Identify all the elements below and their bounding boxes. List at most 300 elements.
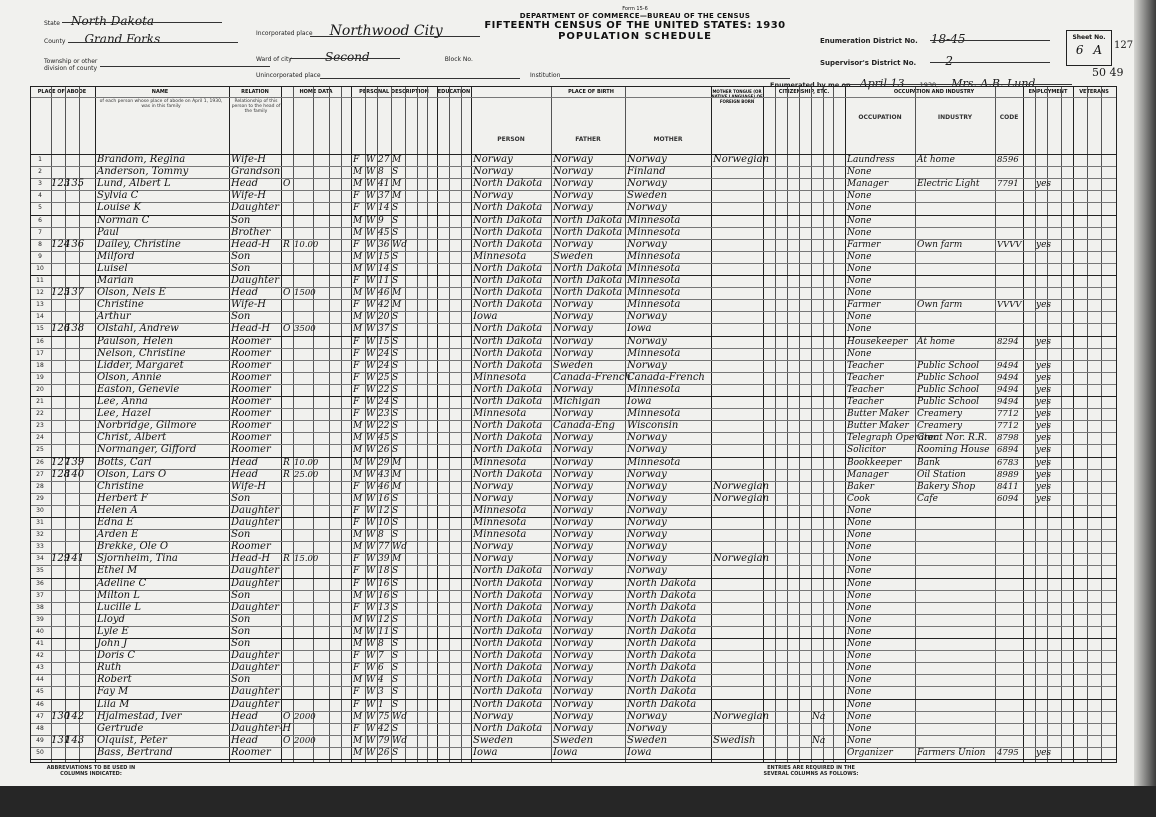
cell-age: 45 [378,227,390,238]
cell-fbp: Norway [553,383,593,395]
cell-code: 9494 [997,360,1019,371]
county-field [44,28,160,47]
cell-dw: 128 [51,468,71,480]
incorporated-value: Northwood City [329,23,443,39]
cell-mbp: Minnesota [627,250,681,262]
cell-code: 9494 [997,384,1019,395]
cell-ms: S [392,518,399,528]
cell-rel: Roomer [231,541,271,553]
cell-occ: Teacher [847,384,884,395]
cell-name: Brekke, Ole O [97,541,169,553]
cell-ms: M [392,457,402,468]
line-number: 5 [38,204,42,212]
cell-fam: 135 [65,178,85,190]
cell-mbp: Norway [627,178,667,190]
cell-ms: S [392,397,399,407]
cell-val: 15.00 [294,554,319,565]
line-number: 1 [38,156,42,163]
cell-race: W [366,445,376,456]
cell-dw: 130 [51,710,71,722]
cell-race: W [366,518,376,528]
cell-race: W [366,481,376,492]
cell-mbp: Norway [627,335,667,347]
cell-occ: Butter Maker [847,409,909,420]
cell-ind: Own farm [917,239,963,250]
cell-bp: Norway [473,190,513,202]
cell-race: W [366,675,376,686]
cell-occ: Butter Maker [847,421,909,432]
cell-occ: Farmer [847,300,881,311]
cell-age: 42 [378,300,390,311]
cell-fbp: Norway [553,722,593,734]
cell-dw: 125 [51,287,71,299]
cell-mbp: North Dakota [627,662,697,674]
cell-fbp: Sweden [553,734,594,746]
cell-name: Lloyd [97,613,125,625]
column-rule [995,87,996,762]
column-rule [1101,87,1102,762]
cell-fbp: Norway [553,238,593,250]
cell-occ: None [847,348,872,359]
column-rule [1023,87,1024,762]
cell-rel: Daughter [231,601,279,613]
cell-name: Easton, Genevie [97,383,180,395]
cell-rel: Roomer [231,444,271,456]
cell-name: Lila M [97,698,130,710]
cell-sex: F [353,663,360,674]
cell-occ: None [847,578,872,589]
cell-ms: S [392,227,399,238]
supervisor-value: 2 [945,54,953,68]
cell-ms: Wd [392,239,408,250]
cell-rel: Son [231,250,251,262]
cell-race: W [366,167,376,178]
group-personal-description: PERSONAL DESCRIPTION [359,89,429,95]
cell-name: Brandom, Regina [97,154,186,165]
cell-bp: Minnesota [473,517,527,528]
cell-name: Lee, Anna [97,396,148,407]
cell-age: 14 [378,263,390,274]
cell-age: 24 [378,360,390,371]
cell-age: 3 [378,687,384,698]
cell-emp: yes [1036,360,1052,371]
line-number: 22 [36,410,44,418]
cell-sex: F [353,276,360,286]
cell-occ: None [847,288,872,299]
column-rule [1061,87,1062,762]
cell-fbp: Iowa [553,746,578,758]
cell-sex: M [353,639,363,649]
cell-bp: North Dakota [473,613,543,625]
cell-bp: North Dakota [473,420,543,432]
cell-occ: None [847,324,872,335]
cell-mbp: North Dakota [627,589,697,601]
cell-sex: M [353,735,363,746]
cell-emp: yes [1036,397,1052,407]
cell-occ: None [847,251,872,262]
cell-rel: Head [231,287,259,299]
cell-bp: North Dakota [473,625,543,637]
page-edge-right [1134,0,1156,817]
cell-ind: At home [917,336,955,347]
cell-bp: North Dakota [473,262,543,274]
cell-sex: F [353,505,360,516]
cell-ms: M [392,554,402,565]
cell-sex: F [353,578,360,589]
cell-dw: 123 [51,178,71,190]
cell-fbp: Norway [553,154,593,165]
cell-age: 25 [378,372,390,383]
cell-name: Nelson, Christine [97,347,186,359]
cell-name: Lee, Hazel [97,408,151,420]
cell-age: 20 [378,312,390,323]
cell-mbp: Finland [627,166,666,178]
cell-race: W [366,324,376,335]
line-number: 13 [36,301,44,309]
cell-ms: S [392,530,399,541]
page-title: FIFTEENTH CENSUS OF THE UNITED STATES: 1930 [484,20,786,31]
cell-race: W [366,542,376,553]
cell-rel: Roomer [231,347,271,359]
cell-ms: M [392,469,402,480]
cell-bp: Sweden [473,734,514,746]
cell-fbp: Canada-Eng [553,420,615,432]
line-number: 17 [36,349,44,357]
cell-emp: yes [1036,409,1052,420]
cell-fbp: Norway [553,299,593,311]
cell-fbp: Norway [553,565,593,577]
cell-rel: Daughter [231,686,279,698]
cell-occ: Solicitor [847,445,886,456]
cell-fbp: Norway [553,686,593,698]
cell-age: 16 [378,493,390,504]
line-number: 48 [36,724,44,732]
cell-dw: 129 [51,553,71,565]
cell-age: 75 [378,711,390,722]
cell-name: Christine [97,480,144,492]
cell-sex: M [353,167,363,178]
cell-name: Norman C [97,214,150,226]
cell-race: W [366,372,376,383]
cell-occ: Farmer [847,239,881,250]
cell-sex: M [353,227,363,238]
cell-name: Christ, Albert [97,432,167,444]
state-field [44,10,154,29]
footer-abbrev-text: ABBREVIATIONS TO BE USED IN COLUMNS INDICATED: [46,765,136,777]
cell-occ: None [847,312,872,323]
column-rule [427,87,428,762]
cell-ms: M [392,155,402,165]
column-rule [229,87,230,762]
cell-age: 22 [378,384,390,395]
cell-rel: Wife-H [231,299,267,311]
cell-mbp: North Dakota [627,625,697,637]
cell-ms: S [392,372,399,383]
cell-sex: F [353,203,360,214]
line-number: 34 [36,555,44,563]
line-number: 10 [36,264,44,272]
cell-ho: R [283,239,290,250]
cell-sex: M [353,288,363,299]
cell-mbp: Minnesota [627,262,681,274]
cell-name: Lund, Albert L [97,178,171,190]
cell-dw: 131 [51,734,71,746]
cell-race: W [366,614,376,625]
group-rule [31,97,1116,98]
cell-name: Marian [97,275,134,286]
line-number: 11 [36,277,44,284]
cell-fbp: Norway [553,408,593,420]
cell-mbp: Norway [627,722,667,734]
group-education: EDUCATION [437,89,471,95]
cell-sex: F [353,699,360,710]
enumerated-label: Enumerated by me on [770,81,851,89]
cell-rel: Roomer [231,420,271,432]
cell-age: 12 [378,505,390,516]
cell-ind: Creamery [917,421,963,432]
title-block [470,6,800,42]
cell-sex: M [353,457,363,468]
cell-race: W [366,384,376,395]
cell-age: 29 [378,457,390,468]
cell-occ: Manager [847,179,889,190]
cell-sex: F [353,239,360,250]
cell-emp: yes [1036,747,1052,758]
cell-race: W [366,433,376,444]
cell-race: W [366,239,376,250]
cell-code: 9494 [997,372,1019,383]
cell-rel: Roomer [231,396,271,407]
line-number: 18 [36,361,44,369]
cell-occ: None [847,227,872,238]
cell-rel: Son [231,613,251,625]
line-number: 2 [38,168,42,176]
cell-ind: Farmers Union [917,747,986,758]
line-number: 45 [36,688,44,696]
cell-emp: yes [1036,372,1052,383]
cell-mbp: Norway [627,517,667,528]
cell-ms: S [392,675,399,686]
cell-bp: North Dakota [473,323,543,335]
cell-ms: S [392,505,399,516]
cell-race: W [366,457,376,468]
cell-age: 14 [378,203,390,214]
cell-mbp: Norway [627,154,667,165]
cell-race: W [366,469,376,480]
cell-mbp: Minnesota [627,214,681,226]
cell-race: W [366,288,376,299]
column-rule [293,87,294,762]
cell-rel: Head-H [231,323,271,335]
col-person: PERSON [497,136,525,143]
column-rule [449,87,450,762]
cell-tongue: Swedish [713,734,756,746]
cell-fbp: Norway [553,347,593,359]
cell-mbp: Norway [627,359,667,371]
line-number: 3 [38,180,42,188]
cell-mbp: Norway [627,541,667,553]
cell-race: W [366,336,376,347]
cell-ind: Bank [917,457,941,468]
cell-race: W [366,639,376,649]
cell-ms: S [392,687,399,698]
cell-bp: North Dakota [473,275,543,286]
cell-tongue: Norwegian [713,154,770,165]
cell-age: 18 [378,566,390,577]
enumerated-date: April 13 [859,77,905,90]
cell-emp: yes [1036,384,1052,395]
cell-code: 4795 [997,747,1019,758]
enum-district-field [820,28,965,47]
census-table [30,86,1117,763]
cell-mbp: Norway [627,238,667,250]
cell-emp: yes [1036,457,1052,468]
cell-bp: North Dakota [473,287,543,299]
cell-rel: Daughter [231,517,279,528]
cell-sex: F [353,554,360,565]
cell-bp: Minnesota [473,408,527,420]
cell-occ: None [847,639,872,649]
cell-ms: M [392,481,402,492]
line-number: 25 [36,446,44,454]
cell-ms: S [392,251,399,262]
line-number: 23 [36,422,44,430]
cell-name: Helen A [97,504,138,516]
column-rule [787,87,788,762]
line-number: 49 [36,736,44,744]
cell-age: 46 [378,288,390,299]
sheet-letter: A [1093,43,1103,57]
cell-age: 16 [378,578,390,589]
cell-occ: Baker [847,481,875,492]
group-occupation-industry: OCCUPATION AND INDUSTRY [893,89,975,95]
cell-occ: None [847,167,872,178]
incorporated-label: Incorporated place [256,30,313,37]
cell-rel: Son [231,492,251,504]
ward-field [256,46,473,65]
cell-mbp: Wisconsin [627,420,679,432]
cell-ms: Wd [392,542,408,553]
cell-fbp: Norway [553,504,593,516]
cell-mbp: Minnesota [627,287,681,299]
cell-age: 12 [378,614,390,625]
cell-rel: Roomer [231,359,271,371]
cell-age: 13 [378,602,390,613]
cell-mbp: Norway [627,468,667,480]
cell-race: W [366,699,376,710]
cell-bp: Iowa [473,311,498,323]
cell-val: 1500 [294,288,316,299]
cell-ms: S [392,203,399,214]
cell-mbp: Iowa [627,323,652,335]
cell-name: Olson, Annie [97,371,162,383]
cell-occ: None [847,215,872,226]
cell-ms: S [392,263,399,274]
cell-age: 36 [378,239,390,250]
stamp-number-top: 127 [1114,40,1134,51]
cell-ms: S [392,409,399,420]
cell-bp: Norway [473,492,513,504]
cell-occ: None [847,626,872,637]
col-father: FATHER [575,136,601,143]
cell-ind: Creamery [917,409,963,420]
cell-name: Dailey, Christine [97,238,181,250]
cell-fbp: North Dakota [553,287,623,299]
cell-occ: Organizer [847,747,893,758]
cell-age: 42 [378,723,390,734]
cell-sex: F [353,384,360,395]
cell-name: Arthur [97,311,131,323]
group-employment: EMPLOYMENT [1028,89,1068,95]
line-number: 16 [36,337,44,345]
cell-ms: S [392,167,399,178]
cell-rel: Roomer [231,335,271,347]
cell-ind: Public School [917,372,979,383]
line-number: 26 [36,458,44,466]
line-number: 4 [38,192,42,200]
cell-age: 41 [378,179,390,190]
cell-fbp: Norway [553,456,593,468]
cell-val: 2000 [294,711,316,722]
cell-sex: F [353,409,360,420]
cell-code: VVVV [997,239,1022,250]
cell-age: 8 [378,639,384,649]
cell-age: 39 [378,554,390,565]
cell-mbp: Minnesota [627,456,681,468]
cell-bp: North Dakota [473,722,543,734]
cell-rel: Roomer [231,371,271,383]
cell-occ: None [847,530,872,541]
cell-sex: M [353,215,363,226]
cell-ms: S [392,384,399,395]
group-place-of-abode: PLACE OF ABODE [37,89,87,95]
sheet-number-box [1066,30,1112,66]
cell-fbp: Norway [553,166,593,178]
cell-ms: S [392,360,399,371]
cell-name: Robert [97,674,132,686]
cell-age: 46 [378,481,390,492]
cell-emp: yes [1036,493,1052,504]
cell-rel: Daughter [231,565,279,577]
column-rule [833,87,834,762]
line-number: 14 [36,313,44,321]
cell-race: W [366,276,376,286]
cell-ms: S [392,614,399,625]
cell-name: Ruth [97,662,122,674]
cell-ms: M [392,288,402,299]
cell-bp: North Dakota [473,638,543,649]
column-rule [811,87,812,762]
cell-age: 16 [378,590,390,601]
cell-mbp: North Dakota [627,601,697,613]
cell-ind: Public School [917,397,979,407]
cell-ms: S [392,663,399,674]
cell-mbp: Norway [627,529,667,541]
cell-rel: Grandson [231,166,281,178]
cell-code: 8989 [997,469,1019,480]
column-rule [95,87,96,762]
cell-name: Botts, Carl [97,456,152,468]
cell-sex: M [353,263,363,274]
cell-fbp: Norway [553,190,593,202]
cell-bp: North Dakota [473,347,543,359]
cell-fbp: Norway [553,311,593,323]
cell-occ: None [847,614,872,625]
cell-ms: S [392,747,399,758]
cell-race: W [366,505,376,516]
cell-tongue: Norwegian [713,553,770,565]
cell-age: 7 [378,651,384,662]
